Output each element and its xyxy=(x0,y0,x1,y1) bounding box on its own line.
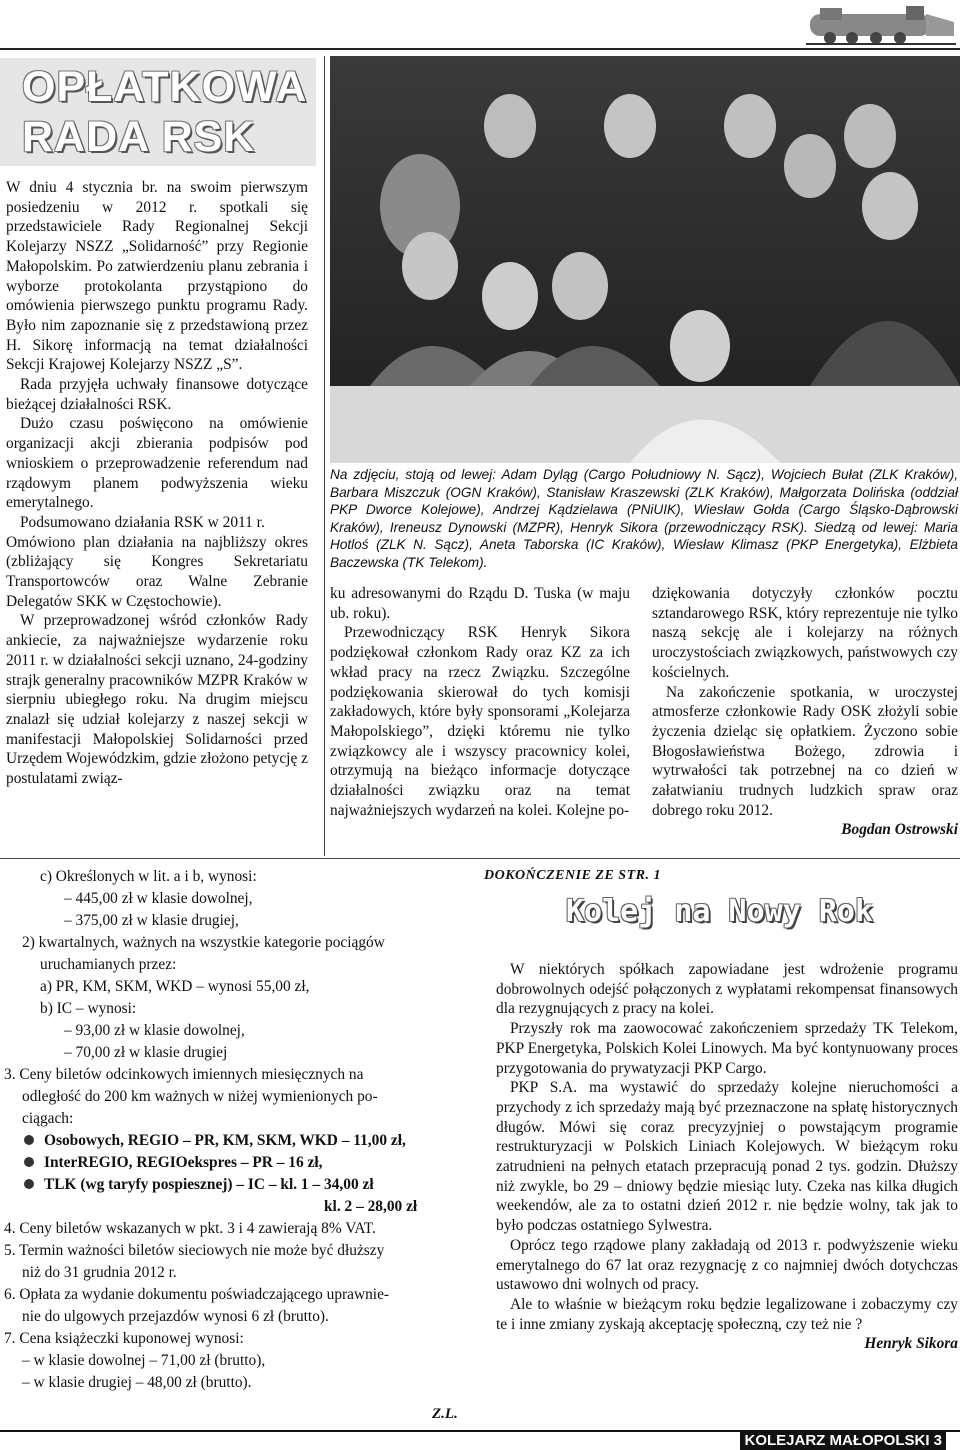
list-item: nie do ulgowych przejazdów wynosi 6 zł (brutto). xyxy=(22,1308,329,1325)
article-title xyxy=(22,62,307,162)
bullet-text: Osobowych, REGIO – PR, KM, SKM, WKD – 11,00 zł, xyxy=(44,1132,406,1149)
bullet-icon xyxy=(24,1157,34,1167)
article-2-author: Henryk Sikora xyxy=(864,1335,958,1353)
list-item: a) PR, KM, SKM, WKD – wynosi 55,00 zł, xyxy=(40,978,310,995)
locomotive-icon xyxy=(806,0,956,46)
list-item: – 70,00 zł w klasie drugiej xyxy=(64,1044,228,1061)
list-item: uruchamianych przez: xyxy=(40,956,177,973)
paragraph: ku adresowanymi do Rządu D. Tuska (w maju ub. roku). xyxy=(330,585,630,622)
tariff-list xyxy=(4,866,466,1394)
paragraph: W przeprowadzonej wśród członków Rady ankiecie, za najważniejsze wydarzenie roku 2011 r. w działalności sekcji uznano, 24-godziny strajk generalny pracowników MZPR Kraków w sierpniu ubiegłego roku. Na drugim miejscu znalazł się udział kolejarzy z naszej sekcji w manifestacji Małopolskiej Solidarności przed Urzędem Wojewódzkim, gdzie złożono petycję z postulatami związ- xyxy=(6,612,308,788)
article-column-2 xyxy=(330,584,630,820)
bullet-text: InterREGIO, REGIOekspres – PR – 16 zł, xyxy=(44,1154,323,1171)
paragraph: W dniu 4 stycznia br. na swoim pierwszym posiedzeniu w 2012 r. spotkali się przedstawiciele Rady Regionalnej Sekcji Kolejarzy NSZZ „Solidarność” przy Regionie Małopolskim. Po zatwierdzeniu planu zebrania i wyborze protokolanta przystąpiono do omówienia pierwszego punktu programu Rady. Było nim zapoznanie się z przedstawioną przez H. Sikorę informacją na temat działalności Sekcji Krajowej Kolejarzy NSZZ „S”. xyxy=(6,179,308,374)
list-item: 6. Opłata za wydanie dokumentu poświadczającego uprawnie- xyxy=(4,1286,390,1303)
list-item: 3. Ceny biletów odcinkowych imiennych miesięcznych na xyxy=(4,1066,364,1083)
header-rule xyxy=(0,48,960,50)
article-2-title: Kolej na Nowy Rok xyxy=(566,894,874,929)
list-item: 7. Cena książeczki kuponowej wynosi: xyxy=(4,1330,244,1347)
column-divider xyxy=(324,56,325,856)
paragraph: Przewodniczący RSK Henryk Sikora podziękował członkom Rady oraz KZ za ich wkład pracy na rzecz Związku. Szczególne podziękowania skierował do tych komisji zakładowych, które były sponsorami „Kolejarza Małopolskiego”, dzięki któremu nie tylko związkowcy ale i wszyscy pracownicy kolei, otrzymują na bieżąco informacje dotyczące działalności związku oraz na temat najważniejszych wydarzeń na kolei. Kolejne po- xyxy=(330,624,630,819)
list-item: 4. Ceny biletów wskazanych w pkt. 3 i 4 zawierają 8% VAT. xyxy=(4,1220,376,1237)
continued-note: DOKOŃCZENIE ZE STR. 1 xyxy=(484,868,661,883)
paragraph: Omówiono plan działania na najbliższy okres (zbliżający się Kongres Sekretariatu Transportowców oraz Walne Zebranie Delegatów SKK w Częstochowie). xyxy=(6,533,308,610)
paragraph: dziękowania dotyczyły członków pocztu sztandarowego RSK, który reprezentuje nie tylko naszą sekcję ale i kolejarzy na różnych uroczystościach związkowych, państwowych czy kościelnych. xyxy=(652,585,958,681)
paragraph: W niektórych spółkach zapowiadane jest wdrożenie programu dobrowolnych odejść połączonych z wypłatami rekompensat finansowych dla rezygnujących z pracy na kolei. xyxy=(496,961,958,1018)
section-divider xyxy=(0,858,960,859)
list-item: – 93,00 zł w klasie dowolnej, xyxy=(64,1022,245,1039)
tariff-signature: Z.L. xyxy=(432,1406,458,1422)
paragraph: Na zakończenie spotkania, w uroczystej atmosferze członkowie Rady OSK złożyli sobie życzenia dzieląc się opłatkiem. Życzono sobie Błogosławieństwa Bożego, zdrowia i wytrwałości tak potrzebnej na co dzień w załatwianiu trudnych ludzkich spraw oraz dobrego roku 2012. xyxy=(652,683,958,819)
paragraph: Podsumowano działania RSK w 2011 r. xyxy=(20,513,265,531)
bullet-text: kl. 2 – 28,00 zł xyxy=(324,1198,418,1215)
list-item: 5. Termin ważności biletów sieciowych nie może być dłuższy xyxy=(4,1242,385,1259)
list-item xyxy=(4,1130,466,1152)
list-item: – 375,00 zł w klasie drugiej, xyxy=(64,912,239,929)
article-title-box xyxy=(0,58,316,166)
bullet-text: TLK (wg taryfy pospiesznej) – IC – kl. 1 – 34,00 zł xyxy=(44,1176,374,1193)
paragraph: Rada przyjęła uchwały finansowe dotyczące bieżącej działalności RSK. xyxy=(6,376,308,413)
list-item: b) IC – wynosi: xyxy=(40,1000,137,1017)
paragraph: Ale to właśnie w bieżącym roku będzie legalizowane i zobaczymy czy te i inne zmiany zyskają akceptację społeczną, czy też nie ? xyxy=(496,1295,958,1333)
article-author: Bogdan Ostrowski xyxy=(841,821,958,839)
photo-caption: Na zdjęciu, stoją od lewej: Adam Dyląg (Cargo Południowy N. Sącz), Wojciech Bułat (ZLK Kraków), Barbara Miszczuk (OGN Kraków), Stanisław Kraszewski (ZLK Kraków), Małgorzata Dolińska (oddział PKP Dworce Kolejowe), Andrzej Kądzielawa (PNiUIK), Wiesław Gołda (Cargo Śląsko-Dąbrowski Kraków), Ireneusz Dynowski (MZPR), Henryk Sikora (przewodniczący RSK). Siedzą od lewej: Maria Hotloś (ZLK N. Sącz), Aneta Taborska (IC Kraków), Wiesław Klimasz (PKP Energetyka), Elżbieta Baczewska (TK Telekom). xyxy=(330,467,958,570)
list-item: ciągach: xyxy=(22,1110,74,1127)
title-line-1: OPŁATKOWA xyxy=(22,63,308,111)
article-column-3 xyxy=(652,584,958,840)
article-2-body xyxy=(496,960,958,1354)
group-photo xyxy=(330,56,960,463)
list-item: – w klasie dowolnej – 71,00 zł (brutto), xyxy=(22,1352,266,1369)
title-line-2: RADA RSK xyxy=(22,113,256,161)
list-item: 2) kwartalnych, ważnych na wszystkie kategorie pociągów xyxy=(22,934,385,951)
list-item: odległość do 200 km ważnych w niżej wymienionych po- xyxy=(22,1088,378,1105)
list-item: c) Określonych w lit. a i b, wynosi: xyxy=(40,868,257,885)
list-item: – 445,00 zł w klasie dowolnej, xyxy=(64,890,253,907)
paragraph: Przyszły rok ma zaowocować zakończeniem sprzedaży TK Telekom, PKP Energetyka, Polskich Kolei Linowych. Ma być kontynuowany proces przygotowania do prywatyzacji PKP Cargo. xyxy=(496,1020,958,1077)
paragraph: Dużo czasu poświęcono na omówienie organizacji akcji zbierania podpisów pod wnioskiem o przeprowadzenie referendum nad rządowym planem podwyższenia wieku emerytalnego. xyxy=(6,415,308,512)
list-item xyxy=(4,1196,466,1218)
list-item xyxy=(4,1174,466,1196)
paragraph: PKP S.A. ma wystawić do sprzedaży kolejne nieruchomości a przychody z ich sprzedaży mają być przeznaczone na spłatę historycznych długów. Mówi się coraz precyzyjniej o powstającym programie restrukturyzacji w Polskich Liniach Kolejowych. W bieżącym roku zatrudnieni na pełnych etatach przepracują ponad 2 tys. godzin. Dłuższy niż zwykle, bo 29 – dniowy będzie miesiąc luty. Czeka nas kilka długich weekendów, ale za to ostatni dzień 2012 r. nie będzie wolny, tak jak to było podczas ostatniego Sylwestra. xyxy=(496,1079,958,1235)
bullet-icon xyxy=(24,1179,34,1189)
footer-page-label: KOLEJARZ MAŁOPOLSKI 3 xyxy=(740,1432,946,1450)
paragraph: Oprócz tego rządowe plany zakładają od 2013 r. podwyższenie wieku emerytalnego do 67 lat oraz rezygnację z co najmniej dwóch dotychczas ustawowo dni wolnych od pracy. xyxy=(496,1236,958,1294)
group-photo-image xyxy=(330,56,960,463)
list-item: niż do 31 grudnia 2012 r. xyxy=(22,1264,177,1281)
list-item: – w klasie drugiej – 48,00 zł (brutto). xyxy=(22,1374,252,1391)
article-column-1 xyxy=(6,178,308,789)
bullet-icon xyxy=(24,1135,34,1145)
list-item xyxy=(4,1152,466,1174)
